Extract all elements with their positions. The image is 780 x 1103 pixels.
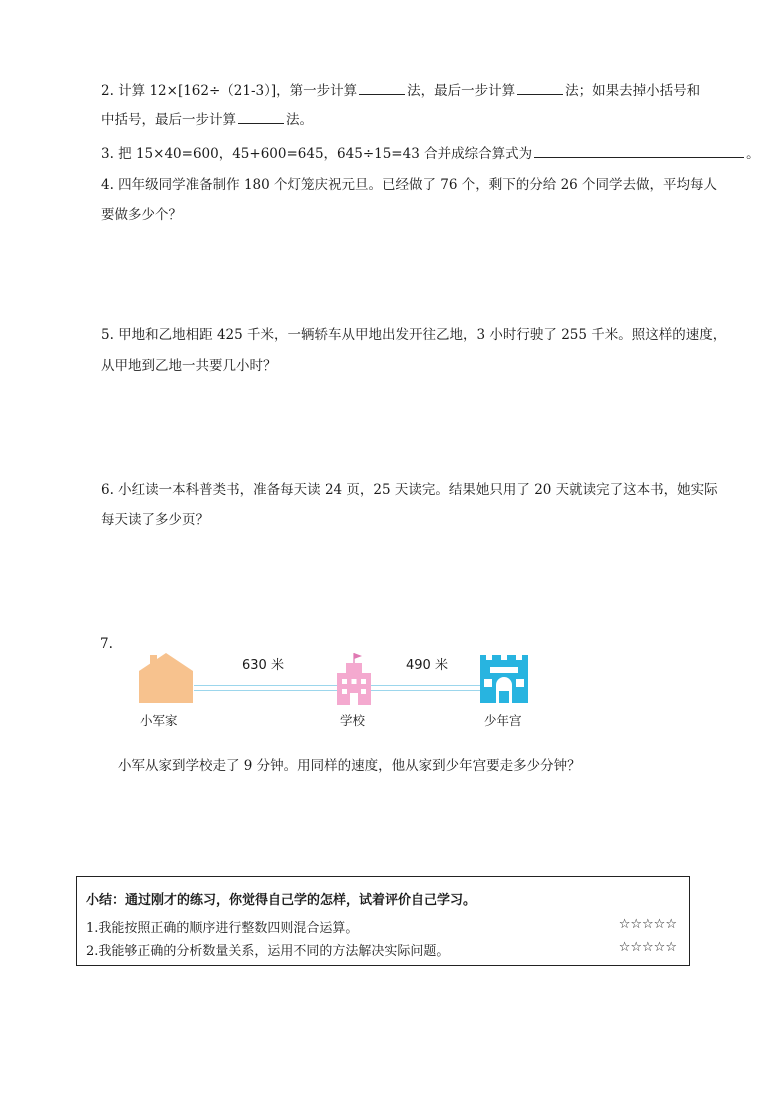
label-palace: 少年宫: [484, 713, 522, 728]
question-7-text: 小军从家到学校走了 9 分钟。用同样的速度，他从家到少年宫要走多少分钟？: [118, 758, 581, 774]
summary-box: [76, 876, 690, 966]
question-2-line-1: 2. 计算 12×[162÷（21-3）]，第一步计算 法，最后一步计算 法；如果去掉小括号和: [101, 80, 700, 101]
answer-blank[interactable]: [359, 80, 405, 95]
label-home: 小军家: [140, 713, 178, 728]
house-icon: [136, 651, 196, 703]
distance-home-school: 630 米: [242, 658, 284, 673]
question-5-line-1: 5. 甲地和乙地相距 425 千米，一辆轿车从甲地出发开往乙地，3 小时行驶了 255 千米。照这样的速度，: [101, 327, 727, 343]
question-4-line-1: 4. 四年级同学准备制作 180 个灯笼庆祝元旦。已经做了 76 个，剩下的分给 26 个同学去做，平均每人: [101, 177, 718, 193]
distance-school-palace: 490 米: [406, 658, 448, 673]
question-4-line-2: 要做多少个？: [101, 207, 182, 223]
summary-item-2: 2.我能够正确的分析数量关系，运用不同的方法解决实际问题。: [86, 944, 450, 959]
answer-blank[interactable]: [534, 143, 744, 158]
summary-title: 小结：通过刚才的练习，你觉得自己学的怎样，试着评价自己学习。: [86, 893, 477, 908]
question-6-line-1: 6. 小红读一本科普类书，准备每天读 24 页，25 天读完。结果她只用了 20 天就读完了这本书，她实际: [101, 482, 718, 498]
question-3: 3. 把 15×40=600，45+600=645，645÷15=43 合并成综合算式为 。: [101, 143, 760, 164]
question-2-line-2: 中括号，最后一步计算 法。: [101, 109, 313, 130]
question-6-line-2: 每天读了多少页？: [101, 512, 209, 528]
rating-stars-1[interactable]: ☆☆☆☆☆: [618, 917, 677, 932]
rating-stars-2[interactable]: ☆☆☆☆☆: [618, 940, 677, 955]
label-school: 学校: [340, 713, 366, 728]
answer-blank[interactable]: [517, 80, 563, 95]
palace-icon: [480, 655, 528, 703]
question-7-number: 7.: [100, 636, 113, 652]
question-5-line-2: 从甲地到乙地一共要几小时？: [101, 358, 277, 374]
route-map: [100, 633, 540, 733]
school-icon: [336, 653, 372, 705]
road-school-palace: [372, 685, 482, 691]
summary-item-1: 1.我能按照正确的顺序进行整数四则混合运算。: [86, 921, 359, 936]
answer-blank[interactable]: [238, 109, 284, 124]
